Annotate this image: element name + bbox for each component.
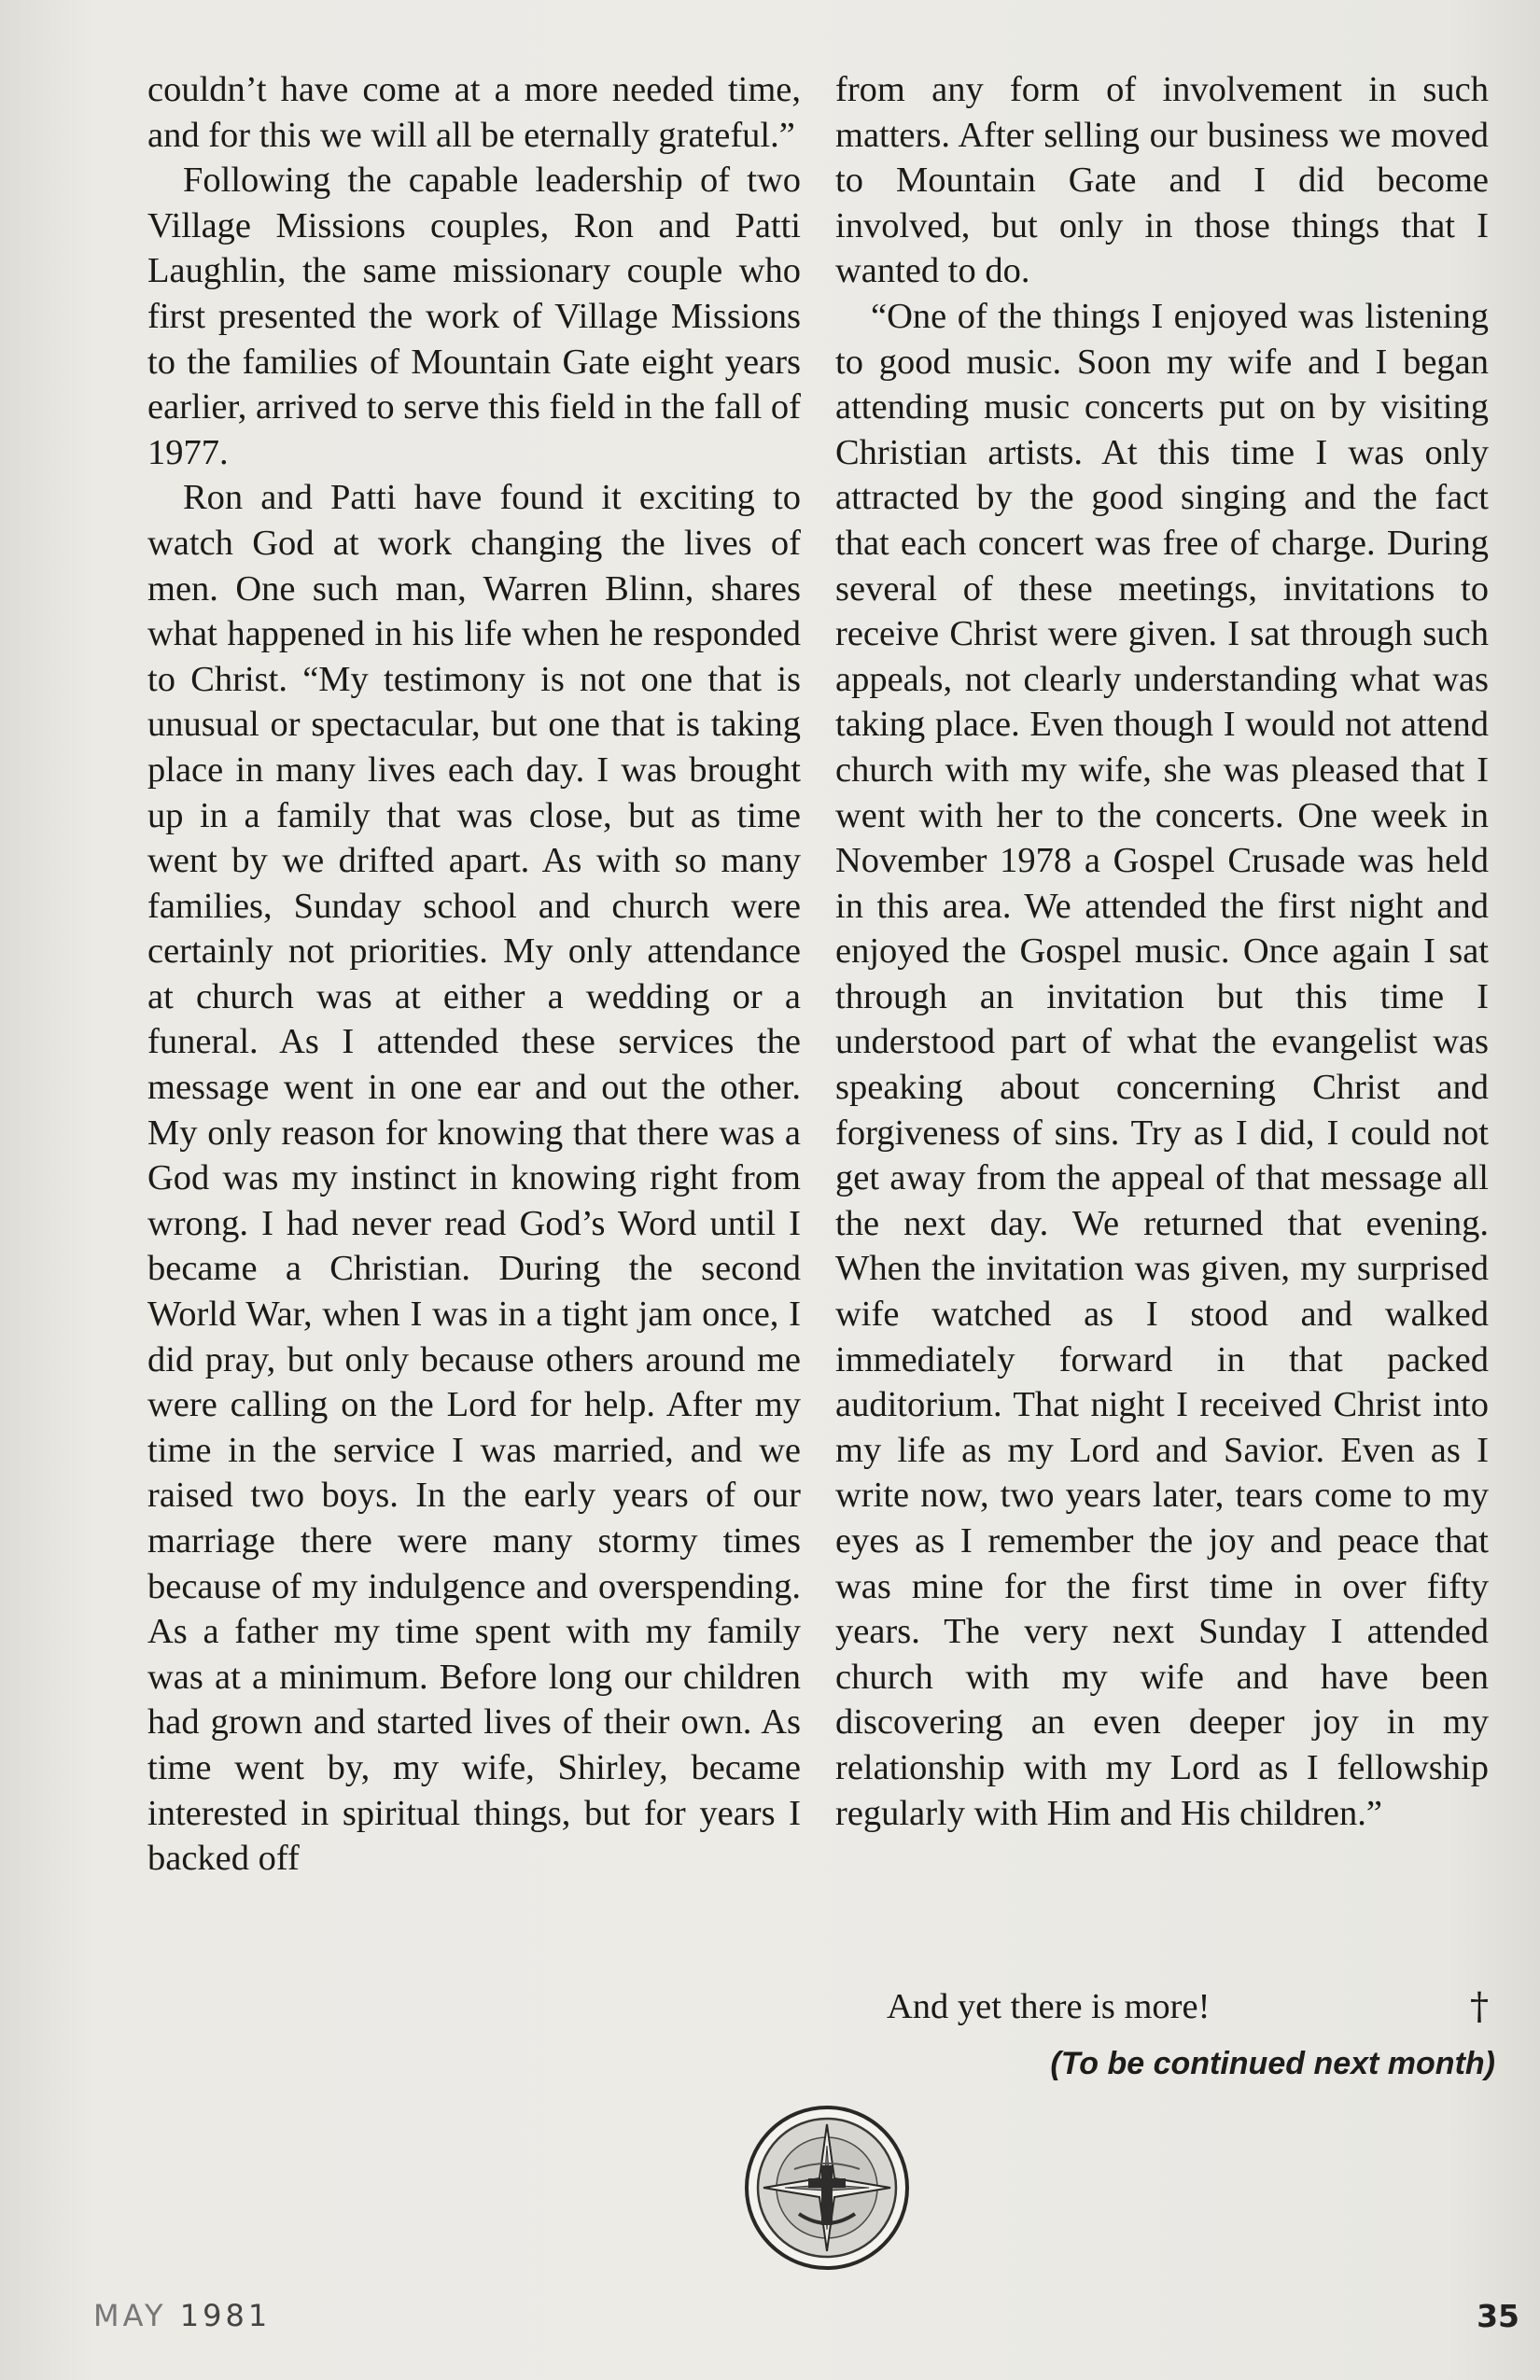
- paragraph: from any form of involvement in such matters. After selling our business we moved to Mountain Gate and I did become involved, but only in those things that I wanted to do.: [835, 70, 1489, 291]
- article-column-left: [147, 67, 801, 1882]
- closing-line: [835, 1984, 1489, 2030]
- issue-date: [93, 2298, 271, 2333]
- paragraph: Following the capable leadership of two Village Missions couples, Ron and Patti Laughlin, the same missionary couple who first presented the work of Village Missions to the families of Mountain Gate eight years earlier, arrived to serve this field in the fall of 1977.: [147, 161, 801, 472]
- end-mark-cross: †: [1470, 1985, 1489, 2028]
- paragraph: Ron and Patti have found it exciting to watch God at work changing the lives of men. One such man, Warren Blinn, shares what happened in his life when he responded to Christ. “My testimony is not one that is unusual or spectacular, but one that is taking place in many lives each day. I was brought up in a family that was close, but as time went by we drifted apart. As with so many families, Sunday school and church were certainly not priorities. My only attendance at church was at either a wedding or a funeral. As I attended these services the message went in one ear and out the other. My only reason for knowing that there was a God was my instinct in knowing right from wrong. I had never read God’s Word until I became a Christian. During the second World War, when I was in a tight jam once, I did pray, but only because others around me were calling on the Lord for help. After my time in the service I was married, and we raised two boys. In the early years of our marriage there were many stormy times because of my indulgence and overspending. As a father my time spent with my family was at a minimum. Before long our children had grown and started lives of their own. As time went by, my wife, Shirley, became interested in spiritual things, but for years I backed off: [147, 478, 801, 1879]
- issue-month: MAY: [93, 2298, 167, 2333]
- page-number: 35: [1477, 2298, 1519, 2334]
- village-missions-seal-icon: [743, 2104, 911, 2272]
- closing-text: And yet there is more!: [887, 1987, 1211, 2026]
- paragraph: couldn’t have come at a more needed time, and for this we will all be eternally grateful.”: [147, 70, 801, 155]
- continued-note: (To be continued next month): [1050, 2046, 1495, 2081]
- paragraph: “One of the things I enjoyed was listening to good music. Soon my wife and I began attending music concerts put on by visiting Christian artists. At this time I was only attracted by the good singing and the fact that each concert was free of charge. During several of these meetings, invitations to receive Christ were given. I sat through such appeals, not clearly understanding what was taking place. Even though I would not attend church with my wife, she was pleased that I went with her to the concerts. One week in November 1978 a Gospel Crusade was held in this area. We attended the first night and enjoyed the Gospel music. Once again I sat through an invitation but this time I understood part of what the evangelist was speaking about concerning Christ and forgiveness of sins. Try as I did, I could not get away from the appeal of that message all the next day. We returned that evening. When the invitation was given, my surprised wife watched as I stood and walked immediately forward in that packed auditorium. That night I received Christ into my life as my Lord and Savior. Even as I write now, two years later, tears come to my eyes as I remember the joy and peace that was mine for the first time in over fifty years. The very next Sunday I attended church with my wife and have been discovering an even deeper joy in my relationship with my Lord as I fellowship regularly with Him and His children.”: [835, 296, 1489, 1833]
- issue-year: 1981: [179, 2298, 272, 2333]
- article-column-right: [835, 67, 1489, 1836]
